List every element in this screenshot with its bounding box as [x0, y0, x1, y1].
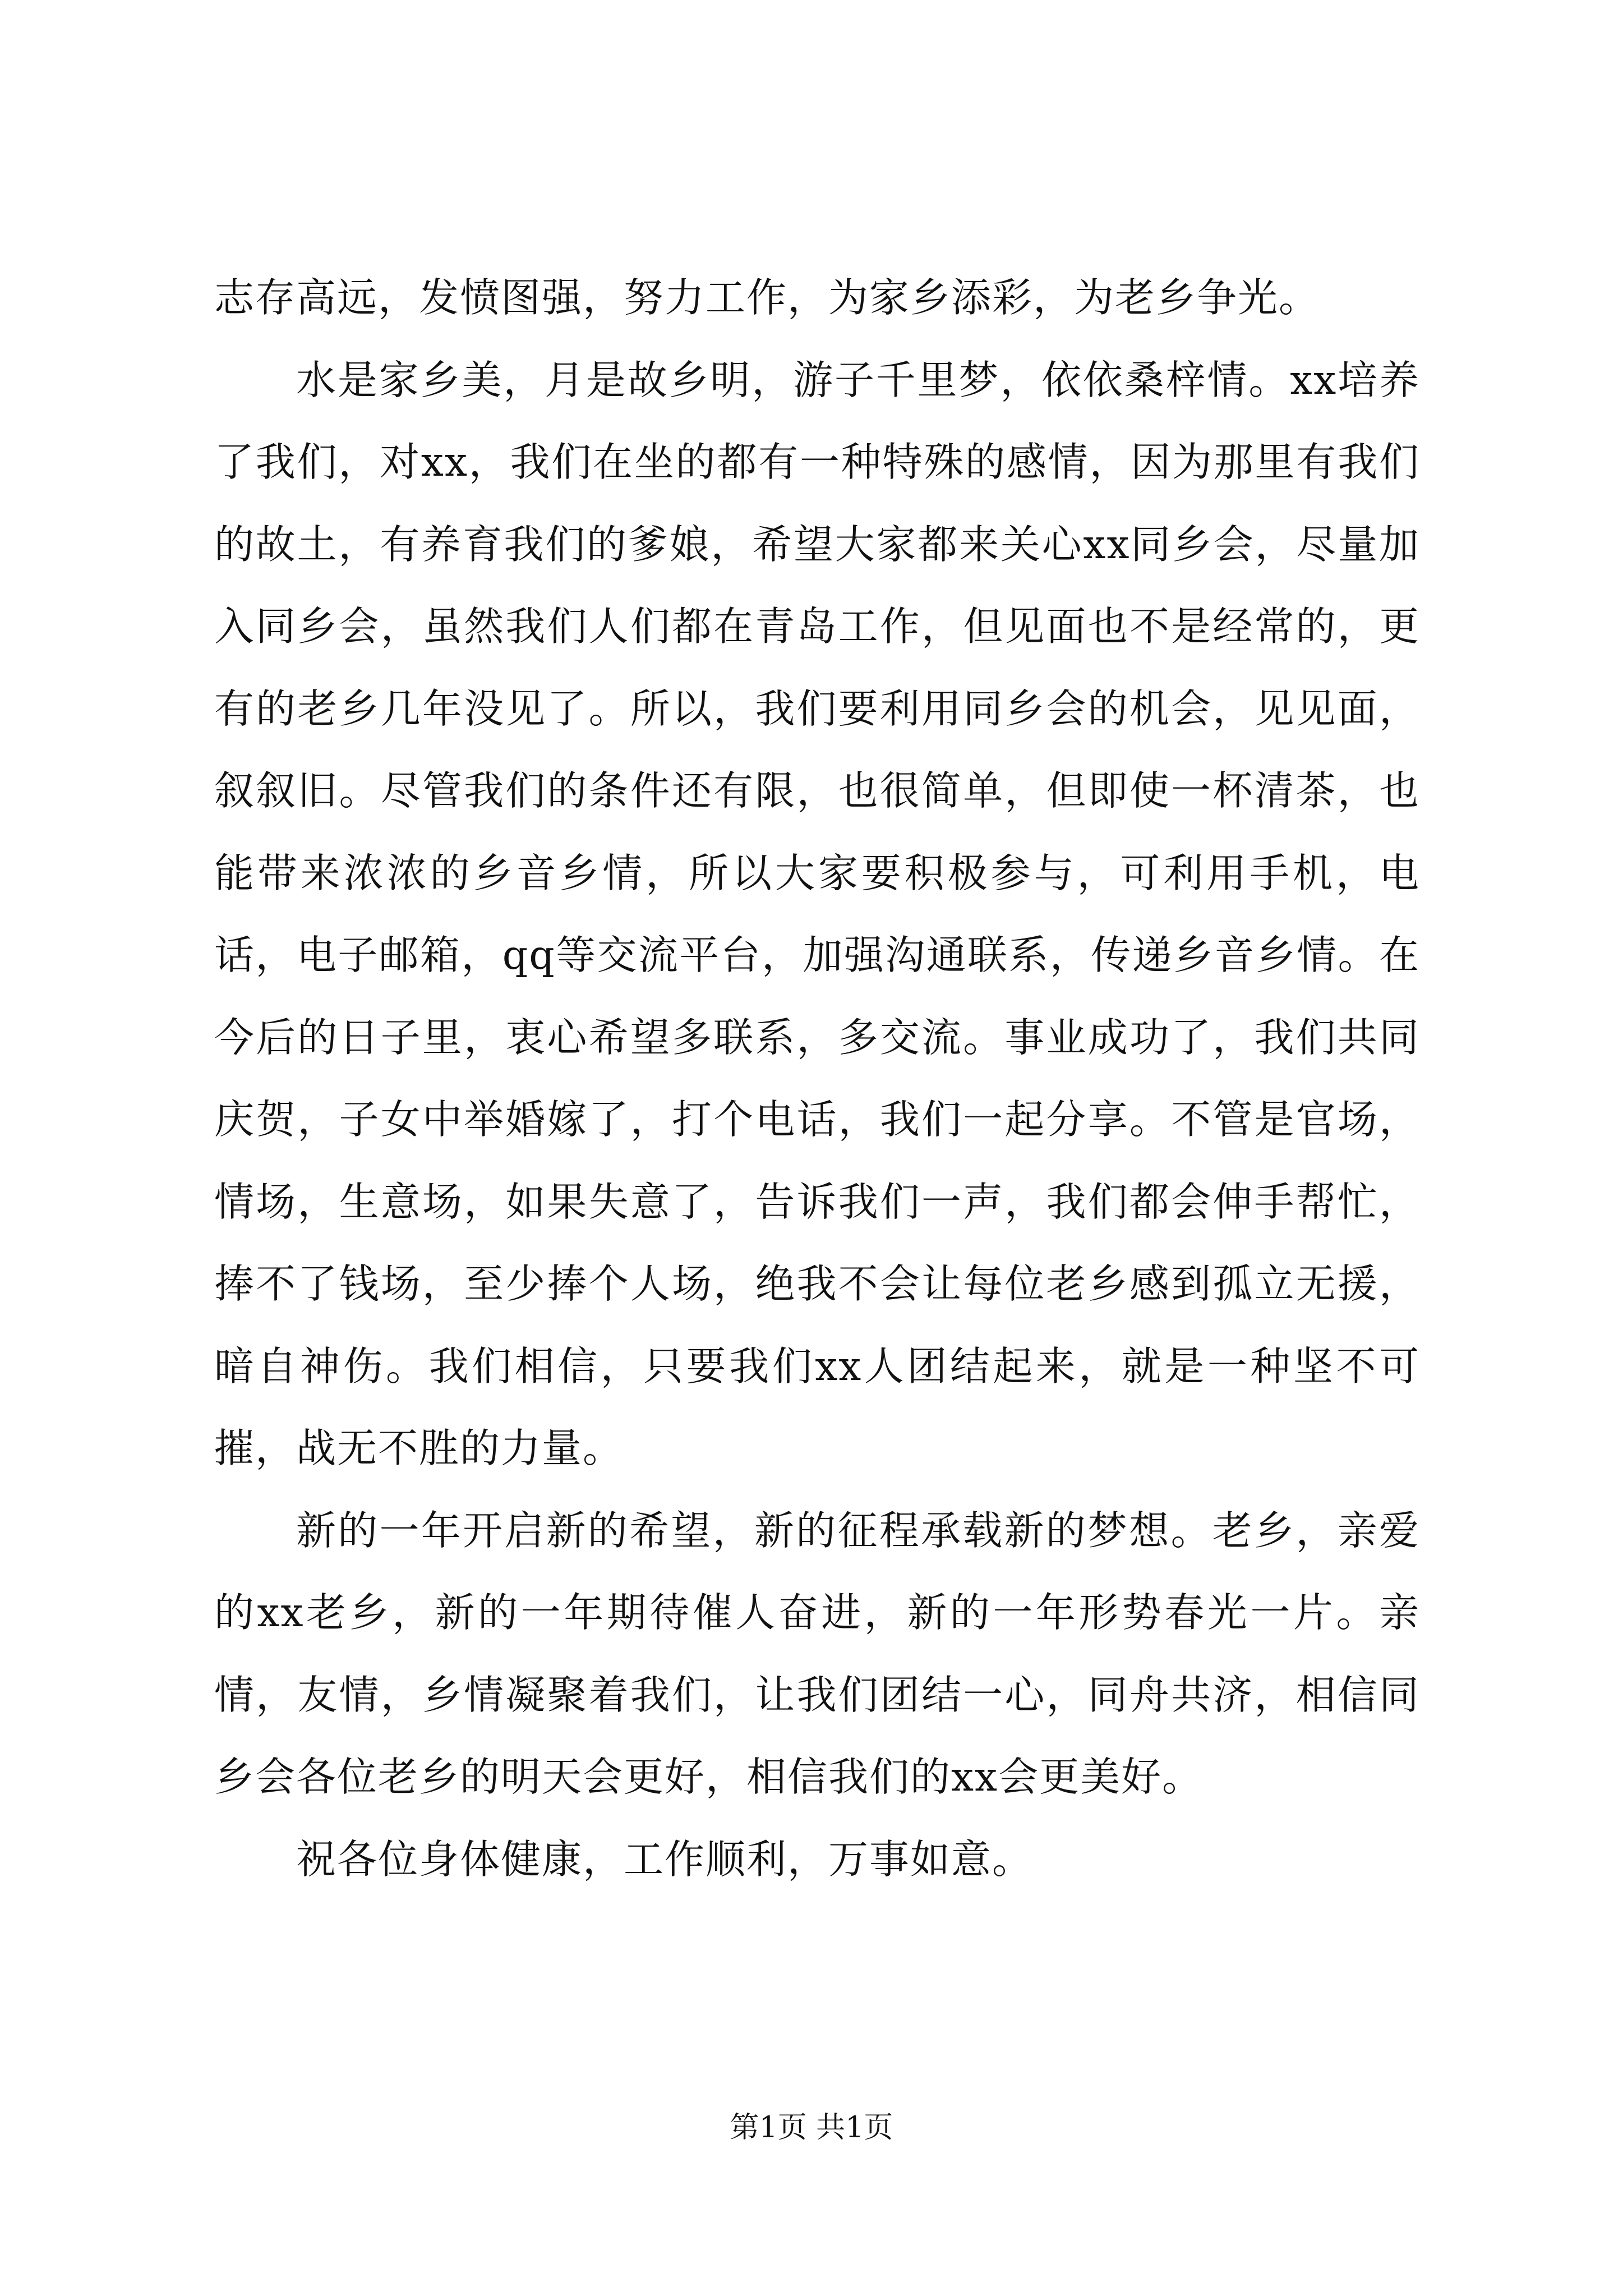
- paragraph-hometown: 水是家乡美，月是故乡明，游子千里梦，依依桑梓情。xx培养了我们，对xx，我们在坐的都有一种特殊的感情，因为那里有我们的故土，有养育我们的爹娘，希望大家都来关心xx同乡会，尽量加入同乡会，虽然我们人们都在青岛工作，但见面也不是经常的，更有的老乡几年没见了。所以，我们要利用同乡会的机会，见见面，叙叙旧。尽管我们的条件还有限，也很简单，但即使一杯清茶，也能带来浓浓的乡音乡情，所以大家要积极参与，可利用手机，电话，电子邮箱，qq等交流平台，加强沟通联系，传递乡音乡情。在今后的日子里，衷心希望多联系，多交流。事业成功了，我们共同庆贺，子女中举婚嫁了，打个电话，我们一起分享。不管是官场，情场，生意场，如果失意了，告诉我们一声，我们都会伸手帮忙，捧不了钱场，至少捧个人场，绝我不会让每位老乡感到孤立无援，暗自神伤。我们相信，只要我们xx人团结起来，就是一种坚不可摧，战无不胜的力量。: [214, 356, 1420, 1471]
- document-body: [214, 257, 1420, 1901]
- paragraph-closing-wishes: 祝各位身体健康，工作顺利，万事如意。: [296, 1835, 1034, 1883]
- paragraph-new-year: 新的一年开启新的希望，新的征程承载新的梦想。老乡，亲爱的xx老乡，新的一年期待催人奋进，新的一年形势春光一片。亲情，友情，乡情凝聚着我们，让我们团结一心，同舟共济，相信同乡会各位老乡的明天会更好，相信我们的xx会更美好。: [214, 1507, 1420, 1800]
- paragraph-continuation: 志存高远，发愤图强，努力工作，为家乡添彩，为老乡争光。: [214, 274, 1320, 321]
- page-number-footer: 第1页 共1页: [730, 2111, 893, 2145]
